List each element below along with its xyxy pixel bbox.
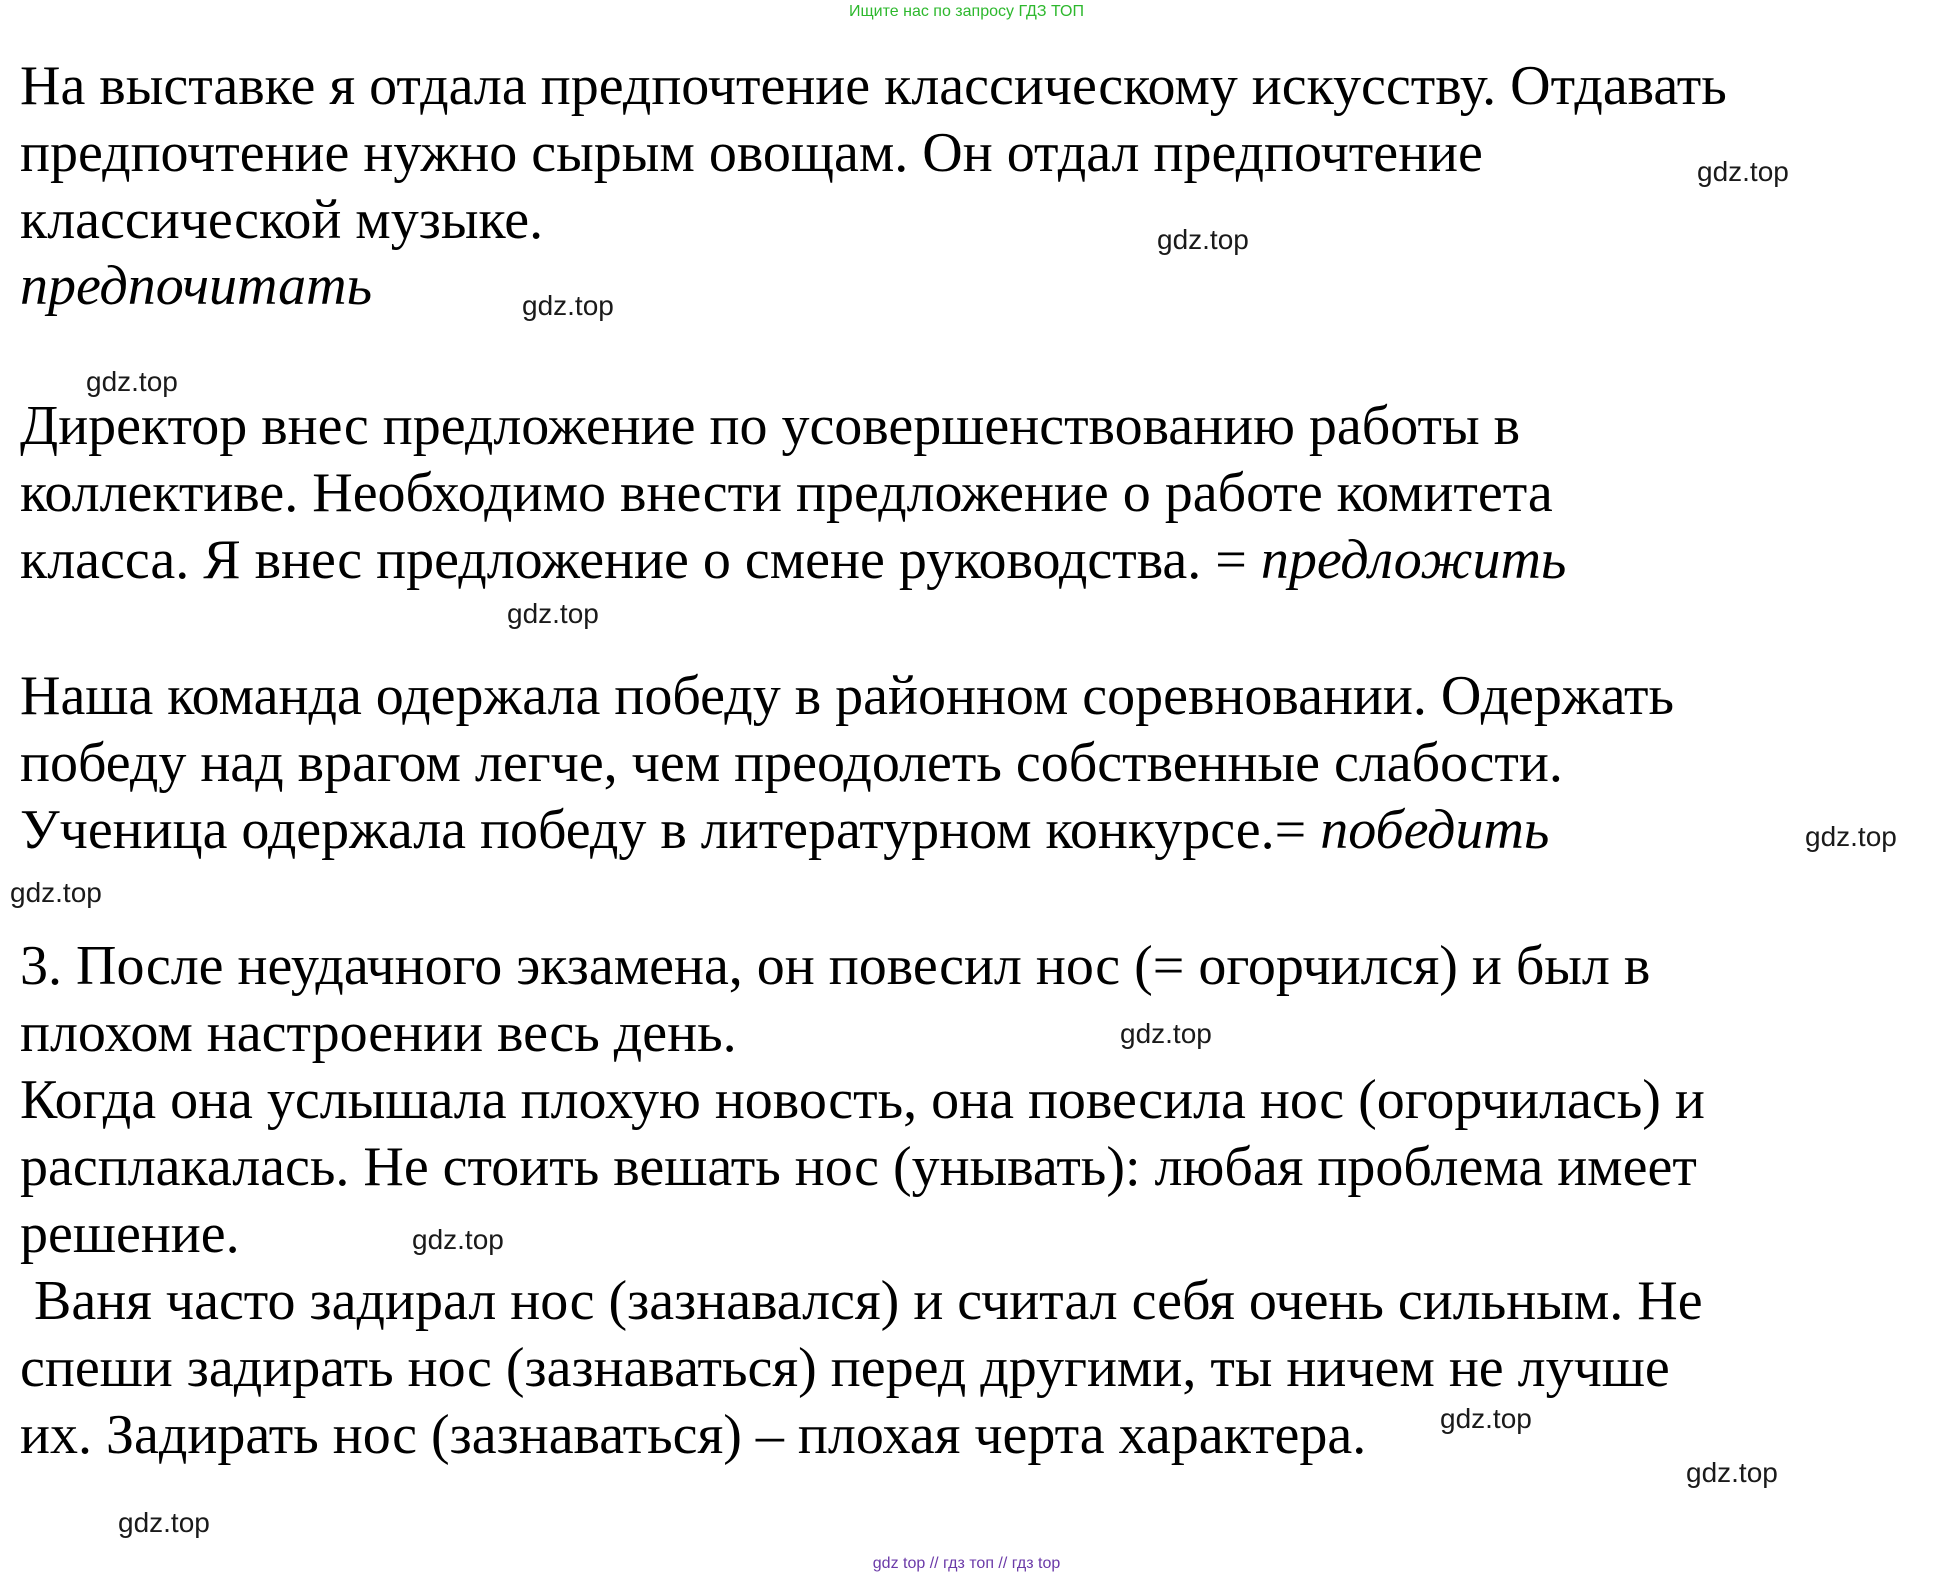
watermark: gdz.top <box>1805 821 1897 852</box>
text-line: предпочтение нужно сырым овощам. Он отдал предпочтение <box>20 122 1483 184</box>
answer-word: победить <box>1320 799 1550 861</box>
text-line: расплакалась. Не стоить вешать нос (унывать): любая проблема имеет <box>20 1136 1697 1198</box>
answer-word: предпочитать <box>20 255 373 317</box>
watermark: gdz.top <box>118 1507 210 1538</box>
text-line <box>20 529 1567 591</box>
watermark: gdz.top <box>86 366 178 397</box>
watermark: gdz.top <box>1120 1018 1212 1049</box>
watermark: gdz.top <box>10 877 102 908</box>
watermark: gdz.top <box>522 290 614 321</box>
watermark: gdz.top <box>1440 1403 1532 1434</box>
sentence-text: класса. Я внес предложение о смене руководства. = <box>20 529 1247 591</box>
watermark: gdz.top <box>507 598 599 629</box>
text-line: классической музыке. <box>20 189 544 251</box>
text-line: Ваня часто задирал нос (зазнавался) и считал себя очень сильным. Не <box>20 1270 1703 1332</box>
watermark: gdz.top <box>1157 224 1249 255</box>
text-line: их. Задирать нос (зазнаваться) – плохая черта характера. <box>20 1404 1367 1466</box>
text-line <box>20 255 373 317</box>
text-line: Наша команда одержала победу в районном соревновании. Одержать <box>20 665 1675 727</box>
text-line: На выставке я отдала предпочтение классическому искусству. Отдавать <box>20 55 1727 117</box>
watermark: gdz.top <box>1697 156 1789 187</box>
answer-word: предложить <box>1260 529 1567 591</box>
sentence-text: Ученица одержала победу в литературном конкурсе.= <box>20 799 1307 861</box>
watermark: gdz.top <box>1686 1457 1778 1488</box>
footer-links[interactable]: gdz top // гдз топ // гдз top <box>872 1555 1061 1572</box>
header-search-link[interactable]: Ищите нас по запросу ГДЗ ТОП <box>849 3 1084 20</box>
text-line: коллективе. Необходимо внести предложение о работе комитета <box>20 462 1553 524</box>
text-line: решение. <box>20 1203 240 1265</box>
text-line: Директор внес предложение по усовершенствованию работы в <box>20 395 1521 457</box>
text-line: победу над врагом легче, чем преодолеть собственные слабости. <box>20 732 1563 794</box>
text-line <box>20 799 1550 861</box>
text-line: Когда она услышала плохую новость, она повесила нос (огорчилась) и <box>20 1069 1705 1131</box>
text-line: спеши задирать нос (зазнаваться) перед другими, ты ничем не лучше <box>20 1337 1670 1399</box>
text-line: 3. После неудачного экзамена, он повесил нос (= огорчился) и был в <box>20 935 1651 997</box>
text-line: плохом настроении весь день. <box>20 1002 737 1064</box>
watermark: gdz.top <box>412 1224 504 1255</box>
